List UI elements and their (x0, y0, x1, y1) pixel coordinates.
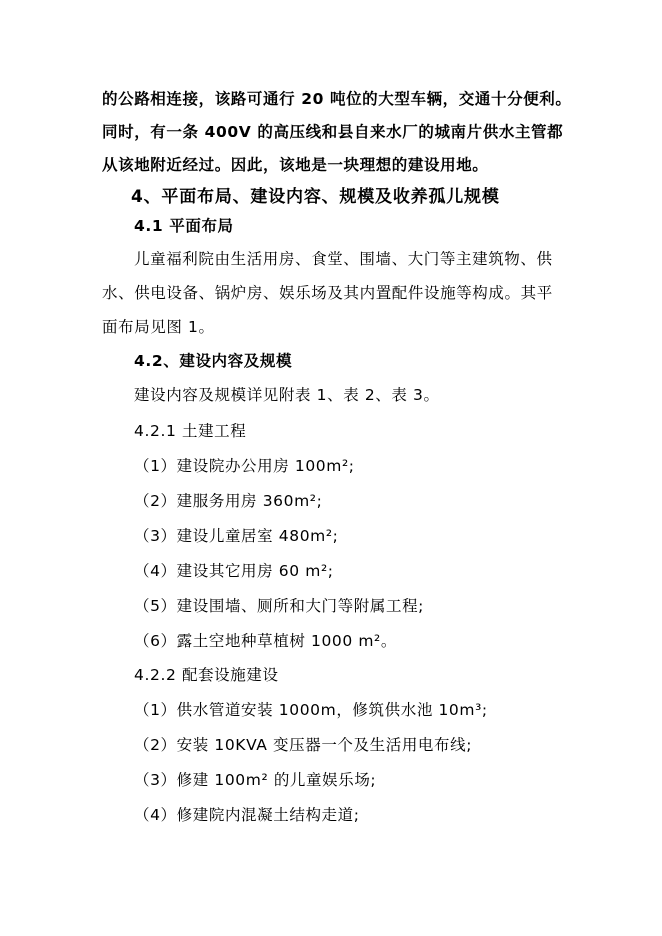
list-item: （2）安装 10KVA 变压器一个及生活用电布线; (134, 736, 473, 754)
section-4-1-paragraph-line-1: 儿童福利院由生活用房、食堂、围墙、大门等主建筑物、供 (134, 250, 553, 268)
section-4-2-heading: 4.2、建设内容及规模 (134, 352, 293, 370)
list-item: （4）建设其它用房 60 m²; (134, 562, 334, 580)
intro-line-2: 同时，有一条 400V 的高压线和县自来水厂的城南片供水主管都 (102, 123, 564, 141)
list-item: （1）供水管道安装 1000m，修筑供水池 10m³; (134, 701, 488, 719)
list-item: （1）建设院办公用房 100m²; (134, 457, 355, 475)
list-item: （3）建设儿童居室 480m²; (134, 527, 339, 545)
list-item: （5）建设围墙、厕所和大门等附属工程; (134, 597, 424, 615)
section-4-2-paragraph: 建设内容及规模详见附表 1、表 2、表 3。 (134, 386, 440, 404)
list-item: （3）修建 100m² 的儿童娱乐场; (134, 771, 377, 789)
section-4-heading: 4、平面布局、建设内容、规模及收养孤儿规模 (131, 187, 500, 207)
list-item: （6）露土空地种草植树 1000 m²。 (134, 632, 397, 650)
intro-line-1: 的公路相连接，该路可通行 20 吨位的大型车辆，交通十分便利。 (102, 90, 572, 108)
section-4-1-paragraph-line-3: 面布局见图 1。 (102, 318, 215, 336)
section-4-1-heading: 4.1 平面布局 (134, 217, 234, 235)
section-4-2-1-heading: 4.2.1 土建工程 (134, 422, 247, 440)
section-4-1-paragraph-line-2: 水、供电设备、锅炉房、娱乐场及其内置配件设施等构成。其平 (102, 284, 553, 302)
intro-line-3: 从该地附近经过。因此，该地是一块理想的建设用地。 (102, 156, 489, 174)
list-item: （2）建服务用房 360m²; (134, 492, 323, 510)
list-item: （4）修建院内混凝土结构走道; (134, 806, 360, 824)
section-4-2-2-heading: 4.2.2 配套设施建设 (134, 666, 279, 684)
